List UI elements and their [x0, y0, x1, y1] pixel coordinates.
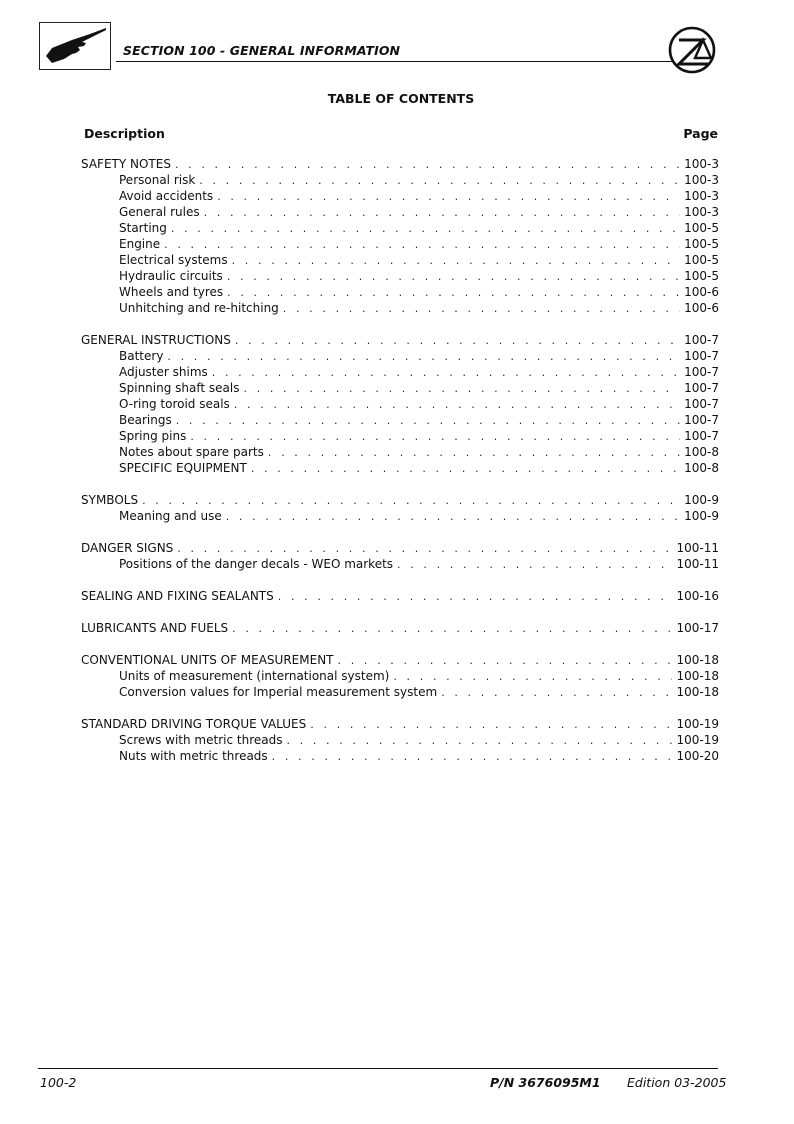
dot-leader: [338, 653, 673, 669]
toc-subentry[interactable]: [81, 668, 719, 684]
dot-leader: [171, 221, 680, 237]
toc-subentry[interactable]: [81, 284, 719, 300]
toc-entry-label: Battery: [119, 349, 164, 363]
header-rule: [116, 61, 674, 62]
toc-entry-label: DANGER SIGNS: [81, 541, 174, 555]
toc-entry-page: 100-11: [676, 541, 719, 555]
brand-logo-icon: [665, 24, 721, 76]
toc-entry-page: 100-8: [684, 445, 719, 459]
toc-subentry[interactable]: [81, 556, 719, 572]
toc-entry-label: SEALING AND FIXING SEALANTS: [81, 589, 274, 603]
toc-subentry[interactable]: [81, 508, 719, 524]
pointing-hand-icon: [42, 26, 108, 66]
toc-entry-page: 100-18: [676, 685, 719, 699]
toc-subentry[interactable]: [81, 748, 719, 764]
toc-entry-label: STANDARD DRIVING TORQUE VALUES: [81, 717, 307, 731]
toc-entry-label: SYMBOLS: [81, 493, 139, 507]
toc-subentry[interactable]: [81, 188, 719, 204]
toc-subentry[interactable]: [81, 428, 719, 444]
toc-entry-label: Adjuster shims: [119, 365, 208, 379]
toc-subentry[interactable]: [81, 460, 719, 476]
dot-leader: [272, 749, 673, 765]
dot-leader: [393, 669, 672, 685]
toc-entry-page: 100-19: [676, 717, 719, 731]
dot-leader: [397, 557, 672, 573]
toc-entry-page: 100-17: [676, 621, 719, 635]
toc-subentry[interactable]: [81, 732, 719, 748]
toc-subentry[interactable]: [81, 236, 719, 252]
toc-entry-label: O-ring toroid seals: [119, 397, 230, 411]
toc-section-entry[interactable]: [81, 652, 719, 668]
dot-leader: [176, 413, 680, 429]
dot-leader: [283, 301, 680, 317]
footer-part-number: P/N 3676095M1: [490, 1075, 601, 1090]
toc-entry-label: LUBRICANTS AND FUELS: [81, 621, 229, 635]
toc-subentry[interactable]: [81, 412, 719, 428]
toc-subentry[interactable]: [81, 172, 719, 188]
toc-section-entry[interactable]: [81, 620, 719, 636]
dot-leader: [227, 285, 680, 301]
toc-subentry[interactable]: [81, 204, 719, 220]
toc-entry-page: 100-5: [684, 269, 719, 283]
toc-entry-label: Hydraulic circuits: [119, 269, 223, 283]
toc-entry-page: 100-7: [684, 429, 719, 443]
toc-entry-page: 100-3: [684, 205, 719, 219]
toc-entry-page: 100-18: [676, 669, 719, 683]
toc-entry-label: Starting: [119, 221, 167, 235]
dot-leader: [190, 429, 680, 445]
toc-entry-page: 100-7: [684, 413, 719, 427]
toc-section-entry[interactable]: [81, 492, 719, 508]
toc-entry-label: Spinning shaft seals: [119, 381, 240, 395]
dot-leader: [232, 253, 681, 269]
toc-entry-label: Units of measurement (international system): [119, 669, 390, 683]
toc-entry-label: Electrical systems: [119, 253, 228, 267]
dot-leader: [227, 269, 680, 285]
toc-entry-label: Screws with metric threads: [119, 733, 283, 747]
dot-leader: [441, 685, 672, 701]
toc-entry-page: 100-6: [684, 285, 719, 299]
toc-entry-label: Engine: [119, 237, 161, 251]
column-header-page: Page: [683, 126, 718, 141]
toc-section-entry[interactable]: [81, 156, 719, 172]
toc-entry-page: 100-16: [676, 589, 719, 603]
dot-leader: [199, 173, 680, 189]
toc-entry-label: Personal risk: [119, 173, 196, 187]
dot-leader: [167, 349, 680, 365]
section-icon-box: [39, 22, 111, 70]
toc-entry-page: 100-3: [684, 157, 719, 171]
toc-subentry[interactable]: [81, 444, 719, 460]
toc-entry-label: Nuts with metric threads: [119, 749, 268, 763]
dot-leader: [235, 333, 680, 349]
toc-entry-label: General rules: [119, 205, 200, 219]
dot-leader: [286, 733, 672, 749]
toc-entry-label: GENERAL INSTRUCTIONS: [81, 333, 231, 347]
toc-entry-label: Avoid accidents: [119, 189, 214, 203]
dot-leader: [251, 461, 680, 477]
toc-section-entry[interactable]: [81, 716, 719, 732]
toc-section-entry[interactable]: [81, 540, 719, 556]
dot-leader: [243, 381, 680, 397]
toc-section-entry[interactable]: [81, 332, 719, 348]
dot-leader: [142, 493, 680, 509]
toc-entry-page: 100-5: [684, 237, 719, 251]
toc-subentry[interactable]: [81, 684, 719, 700]
toc-subentry[interactable]: [81, 268, 719, 284]
toc-entry-label: CONVENTIONAL UNITS OF MEASUREMENT: [81, 653, 334, 667]
toc-subentry[interactable]: [81, 300, 719, 316]
toc-entry-label: Conversion values for Imperial measurement system: [119, 685, 438, 699]
dot-leader: [175, 157, 680, 173]
toc-entry-page: 100-7: [684, 365, 719, 379]
toc-subentry[interactable]: [81, 396, 719, 412]
toc-list: [81, 156, 719, 764]
toc-entry-page: 100-18: [676, 653, 719, 667]
toc-entry-page: 100-5: [684, 253, 719, 267]
toc-entry-page: 100-7: [684, 397, 719, 411]
toc-subentry[interactable]: [81, 364, 719, 380]
toc-subentry[interactable]: [81, 380, 719, 396]
dot-leader: [232, 621, 672, 637]
toc-entry-page: 100-7: [684, 349, 719, 363]
footer-rule: [38, 1068, 718, 1069]
toc-entry-label: Unhitching and re-hitching: [119, 301, 279, 315]
toc-entry-label: Positions of the danger decals - WEO markets: [119, 557, 394, 571]
toc-subentry[interactable]: [81, 252, 719, 268]
toc-entry-page: 100-9: [684, 509, 719, 523]
dot-leader: [278, 589, 673, 605]
toc-entry-label: Bearings: [119, 413, 172, 427]
toc-entry-label: Wheels and tyres: [119, 285, 224, 299]
dot-leader: [234, 397, 680, 413]
toc-entry-page: 100-3: [684, 173, 719, 187]
toc-subentry[interactable]: [81, 220, 719, 236]
dot-leader: [204, 205, 681, 221]
dot-leader: [164, 237, 680, 253]
toc-entry-page: 100-9: [684, 493, 719, 507]
toc-entry-page: 100-19: [676, 733, 719, 747]
toc-entry-label: Notes about spare parts: [119, 445, 264, 459]
toc-entry-page: 100-7: [684, 333, 719, 347]
toc-section-entry[interactable]: [81, 588, 719, 604]
toc-entry-label: SPECIFIC EQUIPMENT: [119, 461, 247, 475]
dot-leader: [268, 445, 680, 461]
section-title: SECTION 100 - GENERAL INFORMATION: [123, 43, 401, 58]
dot-leader: [177, 541, 672, 557]
footer-page-number: 100-2: [40, 1075, 77, 1090]
toc-title: TABLE OF CONTENTS: [327, 91, 475, 106]
dot-leader: [217, 189, 680, 205]
toc-entry-page: 100-20: [676, 749, 719, 763]
toc-entry-page: 100-3: [684, 189, 719, 203]
dot-leader: [226, 509, 680, 525]
footer-edition: Edition 03-2005: [627, 1075, 727, 1090]
toc-entry-label: Spring pins: [119, 429, 187, 443]
toc-entry-page: 100-8: [684, 461, 719, 475]
toc-entry-page: 100-6: [684, 301, 719, 315]
toc-entry-page: 100-7: [684, 381, 719, 395]
dot-leader: [212, 365, 680, 381]
toc-entry-label: SAFETY NOTES: [81, 157, 171, 171]
column-header-description: Description: [84, 126, 165, 141]
toc-subentry[interactable]: [81, 348, 719, 364]
toc-entry-label: Meaning and use: [119, 509, 222, 523]
dot-leader: [310, 717, 672, 733]
toc-entry-page: 100-5: [684, 221, 719, 235]
toc-entry-page: 100-11: [676, 557, 719, 571]
